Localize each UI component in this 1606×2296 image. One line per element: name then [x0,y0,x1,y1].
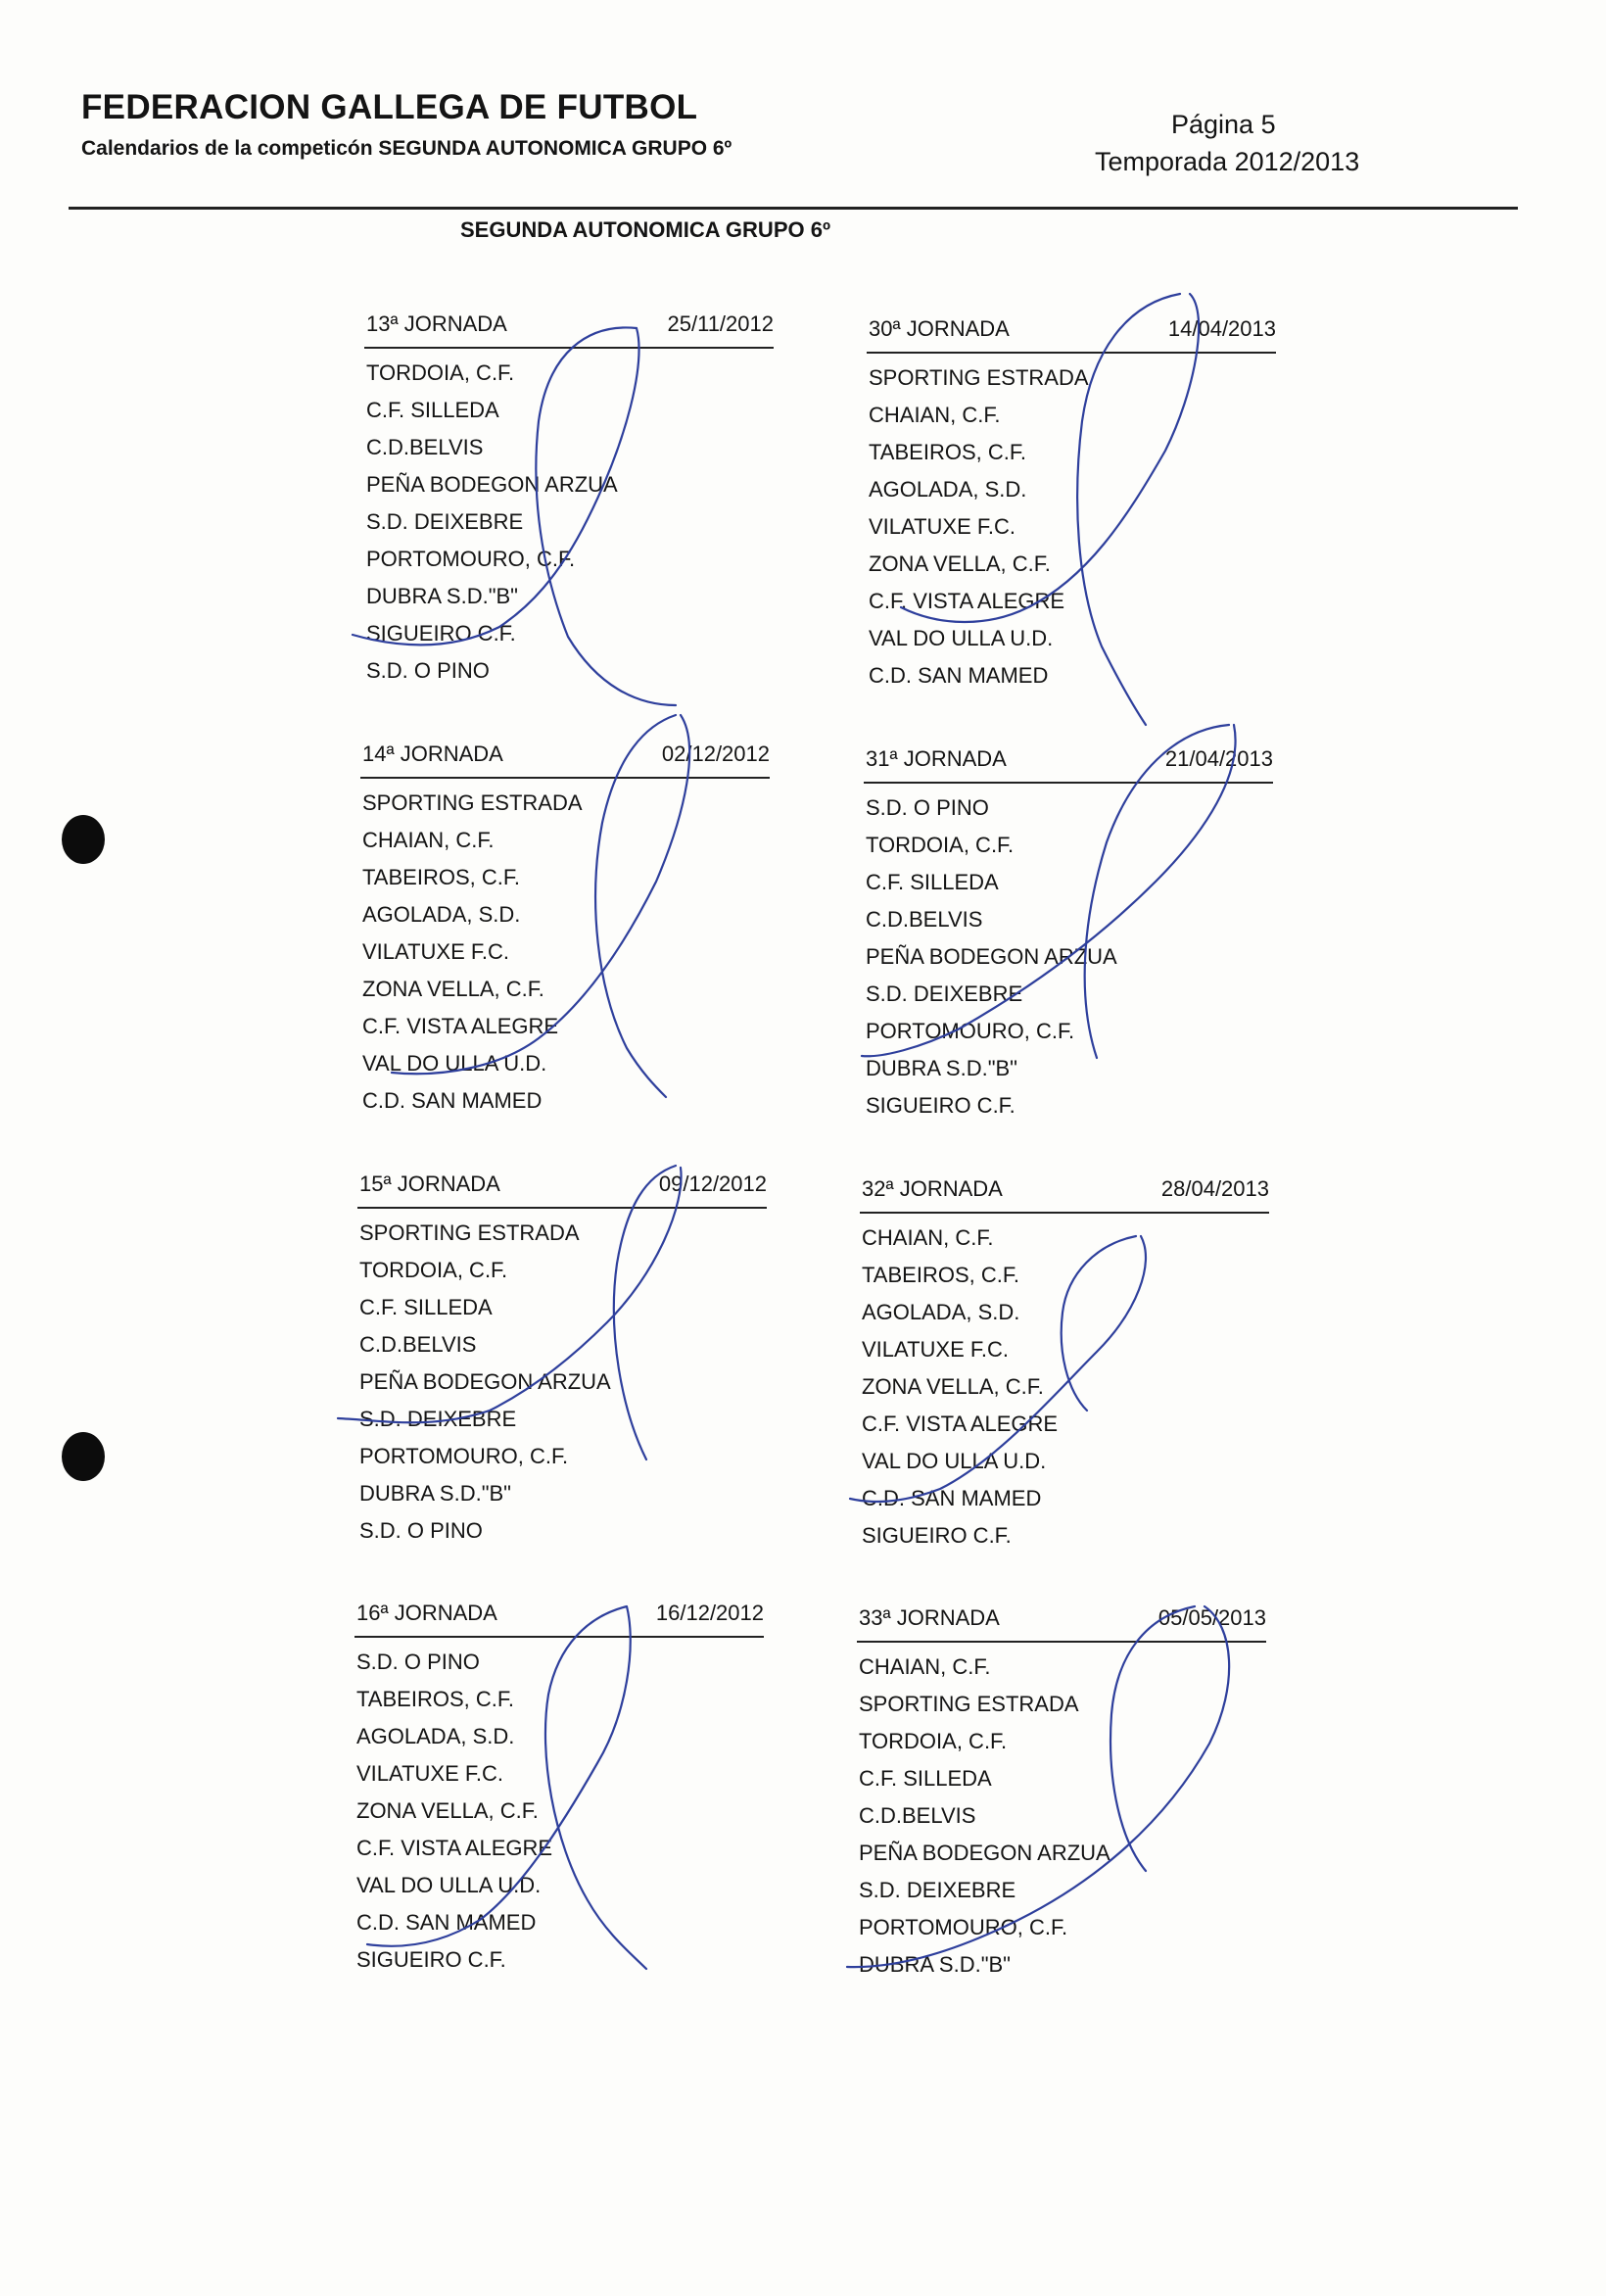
team-item: AGOLADA, S.D. [862,1300,1020,1324]
team-item: TABEIROS, C.F. [362,865,520,889]
round-title: 13ª JORNADA [366,311,507,336]
team-list [864,789,1273,1124]
round-date: 09/12/2012 [658,1172,767,1196]
round-block [360,741,770,1120]
team-item: S.D. O PINO [366,658,490,683]
organization-title: FEDERACION GALLEGA DE FUTBOL [81,88,698,126]
round-title: 30ª JORNADA [869,316,1010,341]
team-item: C.D.BELVIS [859,1803,976,1828]
round-date: 25/11/2012 [667,311,774,336]
round-title: 14ª JORNADA [362,741,503,766]
round-date: 28/04/2013 [1160,1176,1269,1201]
team-item: VAL DO ULLA U.D. [869,626,1054,650]
team-item: TORDOIA, C.F. [366,360,515,385]
team-item: VAL DO ULLA U.D. [356,1873,542,1897]
round-date: 02/12/2012 [661,741,770,766]
team-item: C.D. SAN MAMED [362,1088,543,1113]
team-item: ZONA VELLA, C.F. [362,977,544,1001]
round-divider [360,777,770,779]
team-item: TABEIROS, C.F. [862,1263,1019,1287]
round-block [860,1176,1269,1555]
team-item: S.D. DEIXEBRE [866,981,1023,1006]
team-item: C.D.BELVIS [366,435,484,459]
page-number: Página 5 [1171,110,1276,139]
team-item: CHAIAN, C.F. [869,403,1001,427]
team-item: S.D. DEIXEBRE [359,1407,517,1431]
team-item: C.F. VISTA ALEGRE [356,1836,553,1860]
team-item: ZONA VELLA, C.F. [356,1798,539,1823]
round-title: 16ª JORNADA [356,1601,497,1625]
team-item: VAL DO ULLA U.D. [862,1449,1047,1473]
team-item: S.D. DEIXEBRE [859,1878,1016,1902]
team-item: C.D. SAN MAMED [869,663,1049,688]
round-date: 21/04/2013 [1164,746,1273,771]
round-block [867,316,1276,694]
team-item: VILATUXE F.C. [869,514,1016,539]
team-item: SIGUEIRO C.F. [866,1093,1016,1118]
team-item: S.D. O PINO [866,795,989,820]
team-list [364,355,774,690]
round-divider [364,347,774,349]
team-item: AGOLADA, S.D. [869,477,1027,502]
team-item: SPORTING ESTRADA [362,790,583,815]
team-item: SPORTING ESTRADA [869,365,1089,390]
team-item: SIGUEIRO C.F. [356,1947,506,1972]
team-list [354,1644,764,1979]
round-divider [867,352,1276,354]
team-list [357,1215,767,1550]
team-item: TORDOIA, C.F. [866,833,1015,857]
team-item: S.D. O PINO [359,1518,483,1543]
team-item: VAL DO ULLA U.D. [362,1051,547,1076]
team-item: C.D. SAN MAMED [356,1910,537,1935]
team-item: SIGUEIRO C.F. [862,1523,1012,1548]
team-item: DUBRA S.D."B" [359,1481,511,1506]
team-item: PORTOMOURO, C.F. [366,547,576,571]
team-item: VILATUXE F.C. [362,939,509,964]
team-list [860,1220,1269,1555]
team-item: VILATUXE F.C. [356,1761,503,1786]
round-title: 32ª JORNADA [862,1176,1003,1201]
round-block [857,1605,1266,1984]
round-date: 14/04/2013 [1167,316,1276,341]
team-list [857,1649,1266,1984]
team-item: SPORTING ESTRADA [859,1692,1079,1716]
team-item: C.F. SILLEDA [366,398,499,422]
round-date: 16/12/2012 [655,1601,764,1625]
competition-subtitle: Calendarios de la competicón SEGUNDA AUTONOMICA GRUPO 6º [81,137,732,160]
round-block [357,1172,767,1550]
team-item: ZONA VELLA, C.F. [862,1374,1044,1399]
team-item: PORTOMOURO, C.F. [859,1915,1068,1939]
round-title: 33ª JORNADA [859,1605,1000,1630]
team-item: DUBRA S.D."B" [866,1056,1017,1080]
team-item: S.D. O PINO [356,1650,480,1674]
team-item: DUBRA S.D."B" [859,1952,1011,1977]
team-item: C.D. SAN MAMED [862,1486,1042,1510]
punch-hole [62,815,105,864]
team-item: C.D.BELVIS [866,907,983,932]
round-divider [354,1636,764,1638]
team-item: PEÑA BODEGON ARZUA [366,472,618,497]
round-divider [857,1641,1266,1643]
round-divider [864,782,1273,784]
round-divider [860,1212,1269,1214]
team-item: TABEIROS, C.F. [869,440,1026,464]
round-title: 31ª JORNADA [866,746,1007,771]
header-divider [69,207,1518,210]
round-block [354,1601,764,1979]
team-item: DUBRA S.D."B" [366,584,518,608]
round-block [864,746,1273,1124]
team-item: PEÑA BODEGON ARZUA [859,1841,1110,1865]
group-title: SEGUNDA AUTONOMICA GRUPO 6º [460,217,830,242]
team-item: TORDOIA, C.F. [359,1258,508,1282]
team-list [360,785,770,1120]
team-item: C.F. VISTA ALEGRE [869,589,1065,613]
round-block [364,311,774,690]
team-item: C.F. SILLEDA [866,870,999,894]
team-item: PORTOMOURO, C.F. [359,1444,569,1468]
round-divider [357,1207,767,1209]
round-date: 05/05/2013 [1157,1605,1266,1630]
team-item: ZONA VELLA, C.F. [869,551,1051,576]
punch-hole [62,1432,105,1481]
team-item: C.F. SILLEDA [359,1295,493,1319]
season-label: Temporada 2012/2013 [1095,147,1360,176]
team-item: C.F. VISTA ALEGRE [362,1014,559,1038]
team-item: TORDOIA, C.F. [859,1729,1008,1753]
team-item: AGOLADA, S.D. [356,1724,515,1748]
team-item: PEÑA BODEGON ARZUA [866,944,1117,969]
team-item: PEÑA BODEGON ARZUA [359,1369,611,1394]
team-item: C.F. VISTA ALEGRE [862,1411,1059,1436]
team-list [867,359,1276,694]
team-item: CHAIAN, C.F. [862,1225,994,1250]
team-item: CHAIAN, C.F. [362,828,495,852]
team-item: SPORTING ESTRADA [359,1220,580,1245]
team-item: TABEIROS, C.F. [356,1687,514,1711]
round-title: 15ª JORNADA [359,1172,500,1196]
team-item: C.D.BELVIS [359,1332,477,1357]
team-item: PORTOMOURO, C.F. [866,1019,1075,1043]
team-item: CHAIAN, C.F. [859,1654,991,1679]
team-item: SIGUEIRO C.F. [366,621,516,646]
team-item: AGOLADA, S.D. [362,902,521,927]
team-item: C.F. SILLEDA [859,1766,992,1791]
team-item: S.D. DEIXEBRE [366,509,524,534]
team-item: VILATUXE F.C. [862,1337,1009,1362]
